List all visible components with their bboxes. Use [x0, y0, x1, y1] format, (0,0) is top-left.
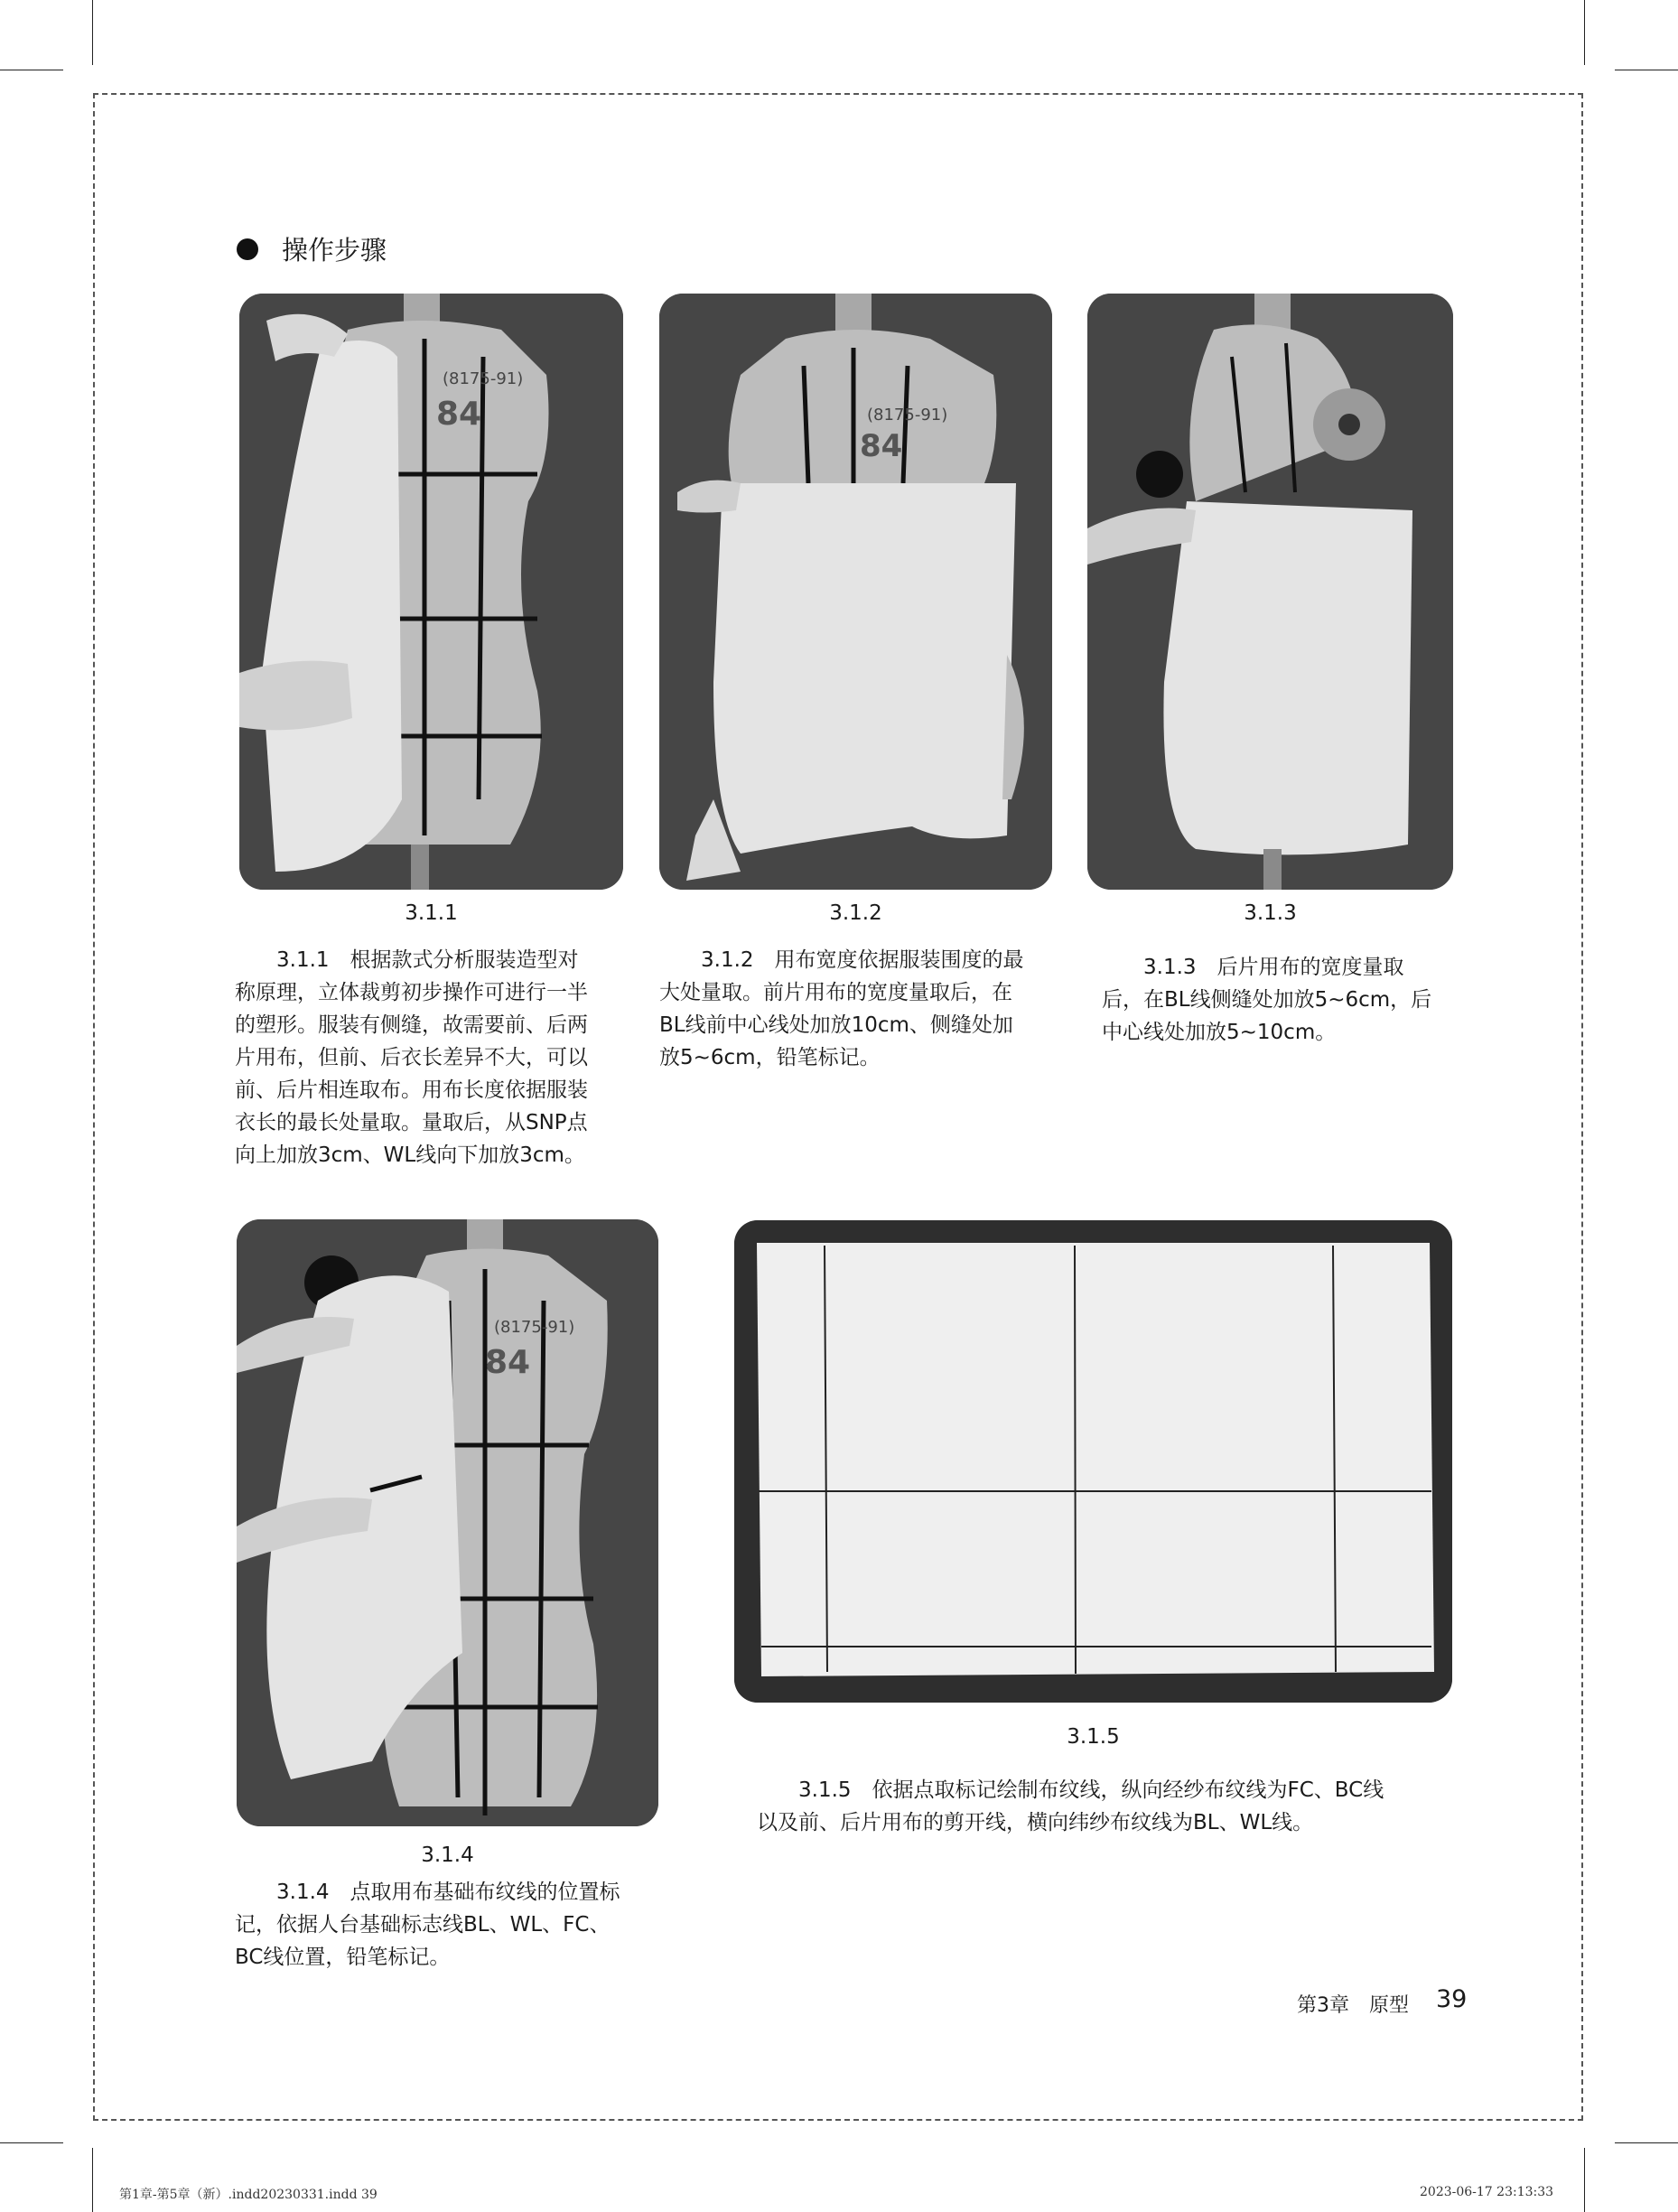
- text-line: 记，依据人台基础标志线BL、WL、FC、: [235, 1913, 611, 1937]
- text-line: 片用布，但前、后衣长差异不大，可以: [235, 1046, 588, 1069]
- text-line: 前、后片相连取布。用布长度依据服装: [235, 1078, 588, 1102]
- body-size-label: 84: [485, 1344, 531, 1381]
- body-size-label: 84: [436, 396, 482, 433]
- text-line: 以及前、后片用布的剪开线，横向纬纱布纹线为BL、WL线。: [757, 1811, 1314, 1834]
- paragraph-3-1-3: [1102, 951, 1459, 1049]
- crop-mark: [92, 2148, 93, 2212]
- text-line: 3.1.1 根据款式分析服装造型对: [235, 948, 579, 972]
- text-line: 称原理，立体裁剪初步操作可进行一半: [235, 981, 588, 1004]
- figure-3-1-1-photo: [239, 294, 623, 890]
- figure-3-1-3-photo: [1087, 294, 1453, 890]
- chapter-label: 第3章 原型: [1297, 1994, 1409, 2017]
- crop-mark: [1584, 0, 1585, 65]
- figure-caption: 3.1.3: [1244, 901, 1297, 925]
- figure-caption: 3.1.4: [421, 1843, 474, 1867]
- body-size-label: 84: [860, 428, 903, 464]
- paragraph-3-1-4: [235, 1876, 659, 1974]
- text-line: BC线位置，铅笔标记。: [235, 1946, 451, 1969]
- bullet-icon: [237, 238, 258, 260]
- body-code: (8175-91): [494, 1318, 575, 1337]
- slug-timestamp: 2023-06-17 23:13:33: [1420, 2185, 1554, 2199]
- text-line: 向上加放3cm、WL线向下加放3cm。: [235, 1143, 585, 1167]
- crop-mark: [92, 0, 93, 65]
- figure-caption: 3.1.2: [829, 901, 882, 925]
- text-line: 3.1.2 用布宽度依据服装围度的最: [659, 948, 1024, 972]
- text-line: 大处量取。前片用布的宽度量取后，在: [659, 981, 1012, 1004]
- text-line: 3.1.4 点取用布基础布纹线的位置标: [235, 1881, 620, 1904]
- text-line: 的塑形。服装有侧缝，故需要前、后两: [235, 1013, 588, 1037]
- body-code: (8175-91): [867, 406, 948, 425]
- paragraph-3-1-5: [757, 1774, 1461, 1839]
- body-code: (8175-91): [443, 369, 524, 388]
- figure-caption: 3.1.1: [405, 901, 458, 925]
- section-heading: [237, 230, 387, 267]
- text-line: 3.1.3 后片用布的宽度量取: [1102, 956, 1404, 979]
- text-line: 衣长的最长处量取。量取后，从SNP点: [235, 1111, 588, 1134]
- crop-mark: [0, 2142, 63, 2143]
- figure-3-1-5-photo: [734, 1220, 1452, 1703]
- text-line: 放5~6cm，铅笔标记。: [659, 1046, 881, 1069]
- figure-caption: 3.1.5: [1067, 1725, 1120, 1749]
- paragraph-3-1-2: [659, 944, 1057, 1074]
- paragraph-3-1-1: [235, 944, 625, 1171]
- crop-mark: [1584, 2148, 1585, 2212]
- slug-file: 第1章-第5章（新）.indd20230331.indd 39: [119, 2188, 378, 2202]
- figure-3-1-2-photo: [659, 294, 1052, 890]
- text-line: 3.1.5 依据点取标记绘制布纹线，纵向经纱布纹线为FC、BC线: [757, 1778, 1384, 1802]
- crop-mark: [1615, 2142, 1678, 2143]
- figure-3-1-4-photo: [237, 1219, 658, 1826]
- text-line: 后，在BL线侧缝处加放5~6cm，后: [1102, 988, 1432, 1012]
- page-number: 39: [1436, 1985, 1468, 2013]
- text-line: BL线前中心线处加放10cm、侧缝处加: [659, 1013, 1013, 1037]
- section-title: 操作步骤: [282, 235, 387, 266]
- text-line: 中心线处加放5~10cm。: [1102, 1021, 1337, 1044]
